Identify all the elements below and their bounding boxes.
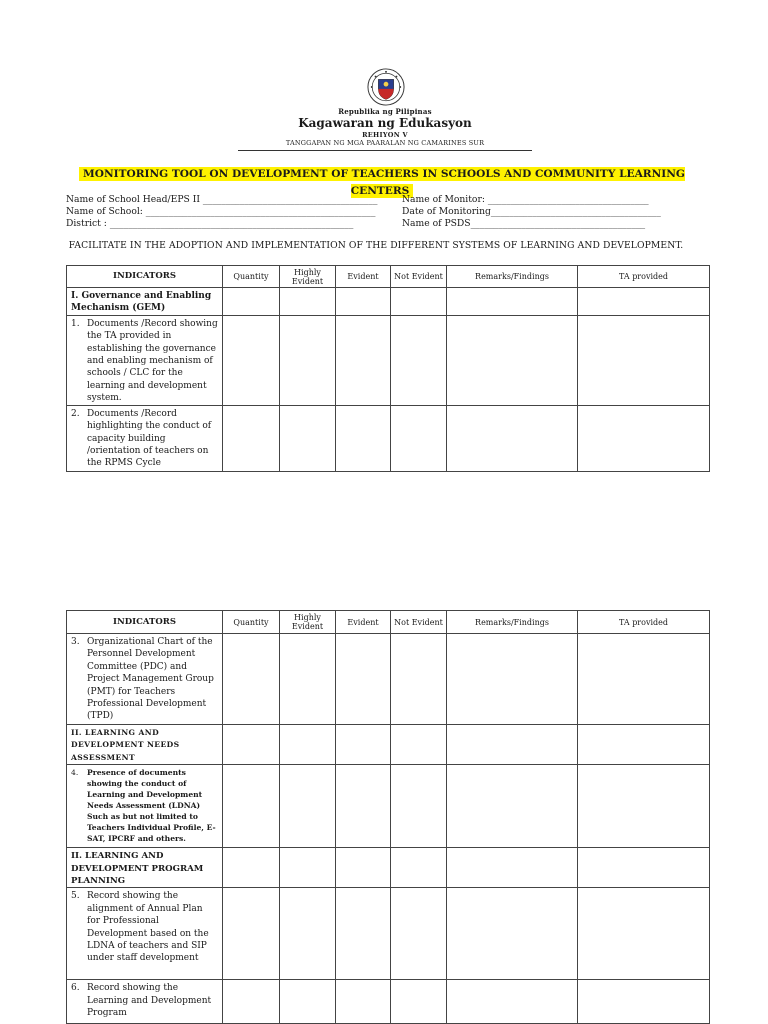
col-highly-evident: Highly Evident [280,266,336,288]
not-evident-cell[interactable] [391,288,447,316]
quantity-cell[interactable] [223,288,280,316]
col-indicators: INDICATORS [67,266,223,288]
table-row [67,405,710,471]
evident-cell[interactable] [336,888,391,980]
section-ldna: II. LEARNING AND DEVELOPMENT NEEDS ASSESSMENT [67,725,223,765]
table-header-row [67,611,710,634]
department-label: Kagawaran ng Edukasyon [298,116,472,130]
table-row [67,765,710,848]
not-evident-cell[interactable] [391,315,447,405]
highly-evident-cell[interactable] [280,848,336,888]
monitoring-date-field[interactable]: Date of Monitoring_____________________________________ [402,206,661,217]
not-evident-cell[interactable] [391,765,447,848]
ta-cell[interactable] [578,405,710,471]
section-planning: II. LEARNING AND DEVELOPMENT PROGRAM PLANNING [67,848,223,888]
remarks-cell[interactable] [447,888,578,980]
quantity-cell[interactable] [223,888,280,980]
monitoring-table-2 [66,610,710,1024]
col-evident: Evident [336,266,391,288]
district-field[interactable]: District : _____________________________________________________ [66,218,354,229]
ta-cell[interactable] [578,634,710,725]
ta-cell[interactable] [578,765,710,848]
quantity-cell[interactable] [223,315,280,405]
remarks-cell[interactable] [447,848,578,888]
col-ta-provided: TA provided [578,611,710,634]
not-evident-cell[interactable] [391,725,447,765]
section-gem: I. Governance and Enabling Mechanism (GEM) [67,288,223,316]
highly-evident-cell[interactable] [280,315,336,405]
ta-cell[interactable] [578,888,710,980]
highly-evident-cell[interactable] [280,765,336,848]
evident-cell[interactable] [336,634,391,725]
evident-cell[interactable] [336,848,391,888]
indicator-5: 5. Record showing the alignment of Annual Plan for Professional Development based on the LDNA of teachers and SIP under staff development [67,888,223,980]
indicator-1: 1. Documents /Record showing the TA provided in establishing the governance and enabling mechanism of schools / CLC for the learning and development system. [67,315,223,405]
highly-evident-cell[interactable] [280,634,336,725]
deped-seal-icon [367,68,405,106]
table-row [67,634,710,725]
indicator-4: 4. Presence of documents showing the conduct of Learning and Development Needs Assessment (LDNA) Such as but not limited to Teachers Individual Profile, E-SAT, IPCRF and others. [67,765,223,848]
ta-cell[interactable] [578,848,710,888]
col-evident: Evident [336,611,391,634]
table-row [67,888,710,980]
evident-cell[interactable] [336,288,391,316]
not-evident-cell[interactable] [391,980,447,1024]
col-remarks: Remarks/Findings [447,266,578,288]
not-evident-cell[interactable] [391,888,447,980]
col-not-evident: Not Evident [391,611,447,634]
highly-evident-cell[interactable] [280,980,336,1024]
indicator-6: 6. Record showing the Learning and Development Program [67,980,223,1024]
evident-cell[interactable] [336,405,391,471]
letterhead [236,64,534,156]
division-label: TANGGAPAN NG MGA PAARALAN NG CAMARINES SUR [285,139,485,147]
quantity-cell[interactable] [223,980,280,1024]
quantity-cell[interactable] [223,405,280,471]
republic-label: Republika ng Pilipinas [338,107,432,116]
highly-evident-cell[interactable] [280,288,336,316]
not-evident-cell[interactable] [391,848,447,888]
indicator-2: 2. Documents /Record highlighting the conduct of capacity building /orientation of teachers on the RPMS Cycle [67,405,223,471]
monitor-field[interactable]: Name of Monitor: ___________________________________ [402,194,649,205]
remarks-cell[interactable] [447,765,578,848]
ta-cell[interactable] [578,980,710,1024]
quantity-cell[interactable] [223,725,280,765]
remarks-cell[interactable] [447,725,578,765]
remarks-cell[interactable] [447,980,578,1024]
indicator-3: 3. Organizational Chart of the Personnel Development Committee (PDC) and Project Management Group (PMT) for Teachers Professional Development (TPD) [67,634,223,725]
remarks-cell[interactable] [447,634,578,725]
col-remarks: Remarks/Findings [447,611,578,634]
remarks-cell[interactable] [447,405,578,471]
ta-cell[interactable] [578,725,710,765]
page-title: MONITORING TOOL ON DEVELOPMENT OF TEACHERS IN SCHOOLS AND COMMUNITY LEARNING CENTERS [68,166,696,183]
table-row [67,980,710,1024]
quantity-cell[interactable] [223,634,280,725]
table-row [67,315,710,405]
col-not-evident: Not Evident [391,266,447,288]
not-evident-cell[interactable] [391,634,447,725]
section-subtitle: FACILITATE IN THE ADOPTION AND IMPLEMENTATION OF THE DIFFERENT SYSTEMS OF LEARNING AND DEVELOPMENT. [68,240,684,251]
col-indicators: INDICATORS [67,611,223,634]
table-row [67,725,710,765]
ta-cell[interactable] [578,288,710,316]
psds-field[interactable]: Name of PSDS______________________________________ [402,218,646,229]
school-name-field[interactable]: Name of School: __________________________________________________ [66,206,376,217]
col-highly-evident: Highly Evident [280,611,336,634]
highly-evident-cell[interactable] [280,888,336,980]
highly-evident-cell[interactable] [280,725,336,765]
quantity-cell[interactable] [223,765,280,848]
header-divider [238,150,532,151]
highly-evident-cell[interactable] [280,405,336,471]
table-header-row [67,266,710,288]
evident-cell[interactable] [336,725,391,765]
region-label: REHIYON V [362,131,408,139]
col-quantity: Quantity [223,266,280,288]
table-row [67,288,710,316]
col-quantity: Quantity [223,611,280,634]
col-ta-provided: TA provided [578,266,710,288]
evident-cell[interactable] [336,765,391,848]
monitoring-table-1 [66,265,710,472]
table-row [67,848,710,888]
remarks-cell[interactable] [447,288,578,316]
ta-cell[interactable] [578,315,710,405]
evident-cell[interactable] [336,980,391,1024]
not-evident-cell[interactable] [391,405,447,471]
remarks-cell[interactable] [447,315,578,405]
school-head-field[interactable]: Name of School Head/EPS II ______________________________________ [66,194,378,205]
evident-cell[interactable] [336,315,391,405]
quantity-cell[interactable] [223,848,280,888]
